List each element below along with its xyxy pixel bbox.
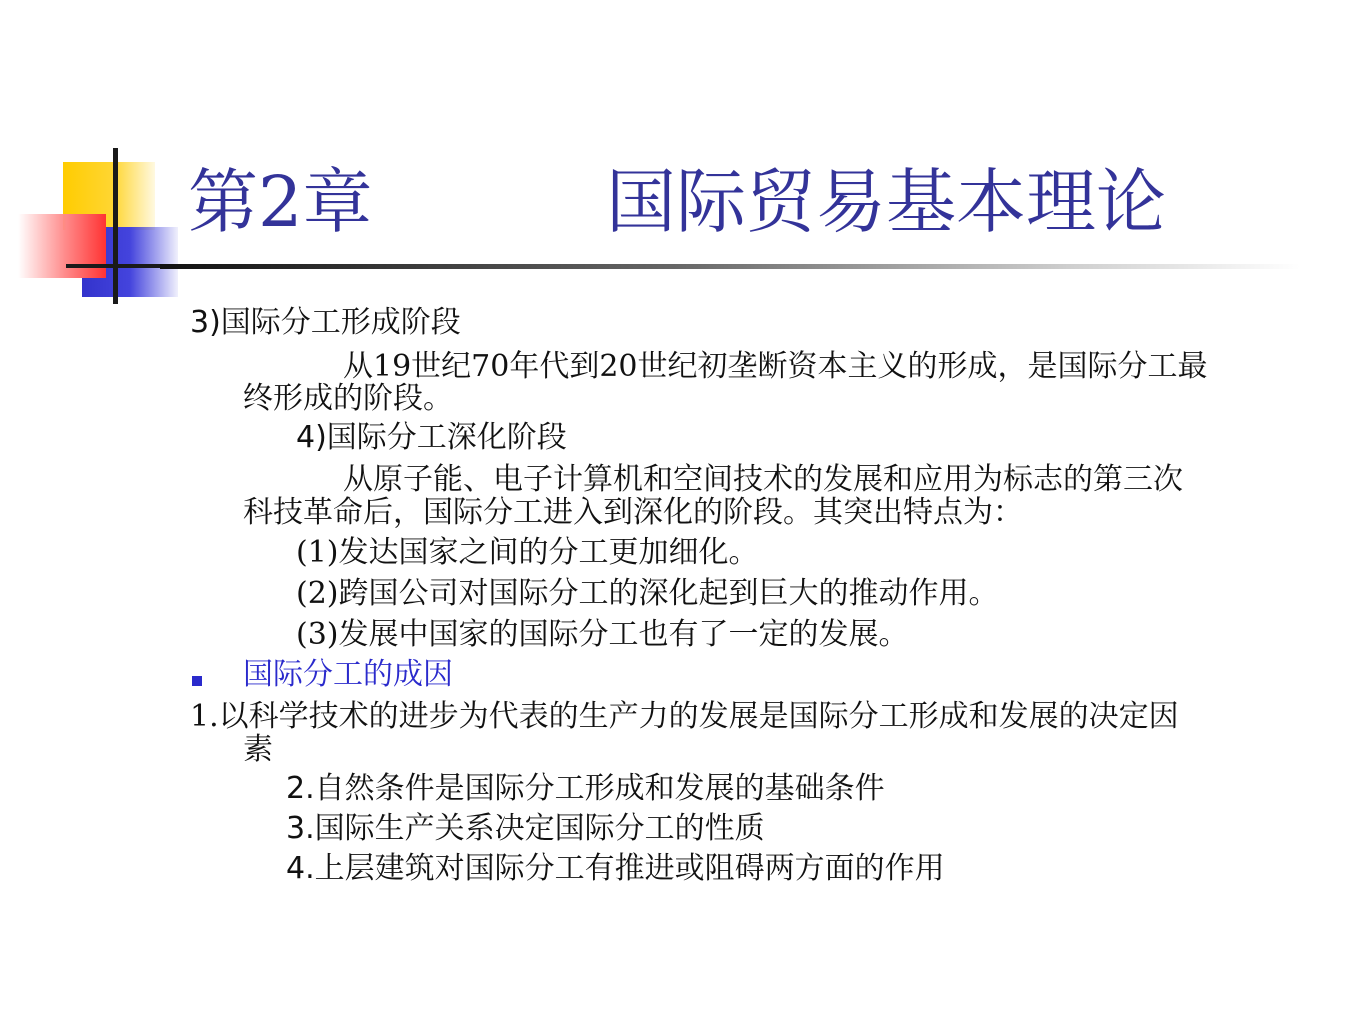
decor-red-square [18,214,106,278]
stage3-body-line-1: 从19世纪70年代到20世纪初垄断资本主义的形成，是国际分工最 [343,349,1208,384]
title-underline [160,264,1300,269]
cause-4 [286,852,945,886]
stage3-number: 3) [190,305,221,340]
cause-1-line-2: 素 [243,732,273,767]
chapter-number: 第2章 [188,161,373,243]
cause-4-number: 4. [286,851,315,886]
stage3-heading-line [190,306,461,340]
cause-2-text: 自然条件是国际分工形成和发展的基础条件 [314,771,885,806]
feature-item-1: (1)发达国家之间的分工更加细化。 [296,535,759,570]
chapter-title: 国际贸易基本理论 [606,161,1166,243]
bullet-square-icon [192,676,202,686]
cause-1-line-1: 1.以科学技术的进步为代表的生产力的发展是国际分工形成和发展的决定因 [190,699,1179,734]
feature-item-3: (3)发展中国家的国际分工也有了一定的发展。 [296,617,909,652]
cause-3-text: 国际生产关系决定国际分工的性质 [314,811,765,846]
cause-2-number: 2. [286,771,315,806]
stage4-heading-line [296,421,567,455]
stage4-heading: 国际分工深化阶段 [326,420,567,455]
cause-3-number: 3. [286,811,315,846]
stage3-heading: 国际分工形成阶段 [220,305,461,340]
stage4-body-line-2: 科技革命后，国际分工进入到深化的阶段。其突出特点为： [243,495,1023,530]
stage3-body-line-2: 终形成的阶段。 [243,381,453,416]
cause-3 [286,812,765,846]
feature-item-2: (2)跨国公司对国际分工的深化起到巨大的推动作用。 [296,576,999,611]
causes-heading: 国际分工的成因 [243,657,453,692]
stage4-number: 4) [296,420,327,455]
cause-2 [286,772,885,806]
cause-4-text: 上层建筑对国际分工有推进或阻碍两方面的作用 [314,851,945,886]
decor-vertical-line [113,148,118,304]
stage4-body-line-1: 从原子能、电子计算机和空间技术的发展和应用为标志的第三次 [343,462,1183,497]
